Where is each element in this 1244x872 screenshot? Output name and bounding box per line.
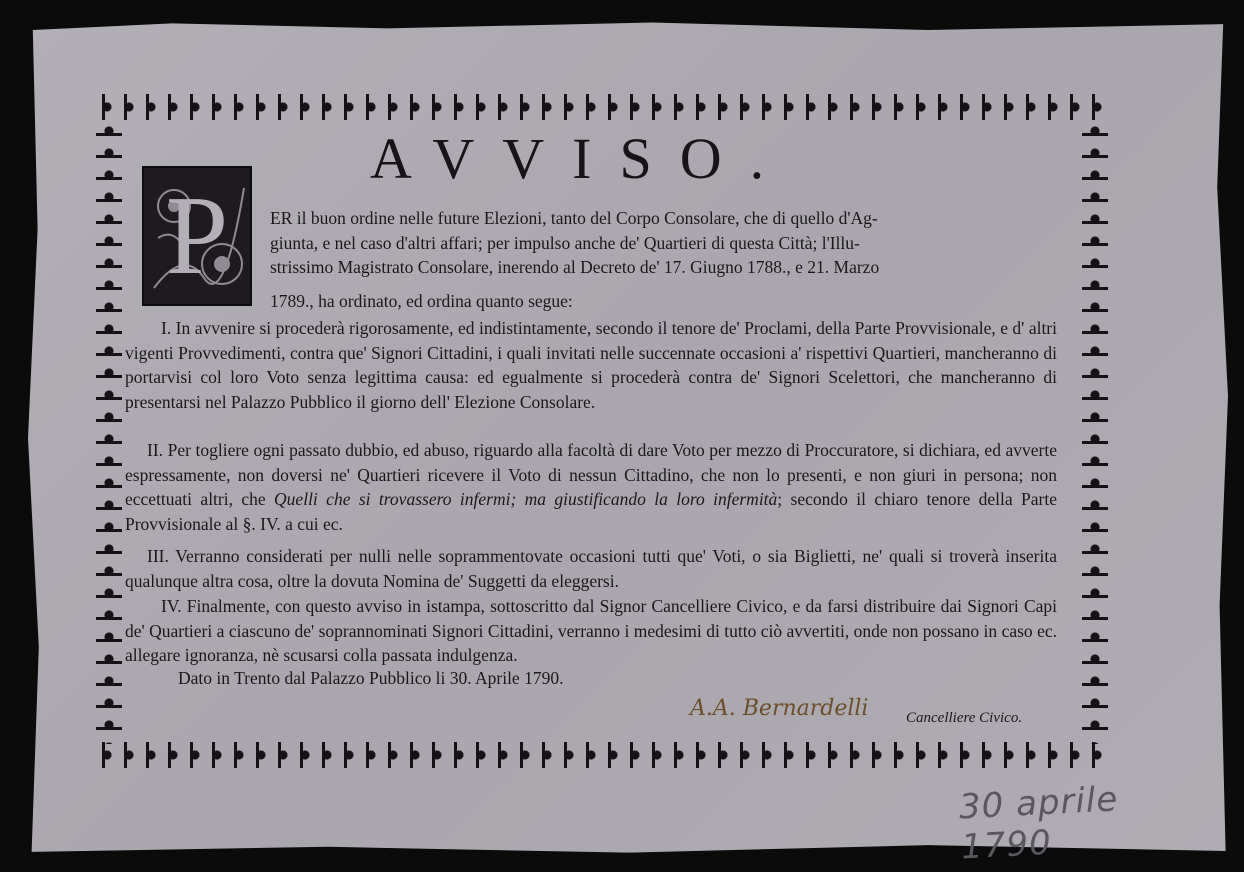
intro-line: strissimo Magistrato Consolare, inerendo al Decreto de' 17. Giugno 1788., e 21. Marzo [270,257,880,277]
paragraph-2 [125,438,1057,536]
paragraph-2-end: ; secondo il chiaro tenore della Parte Provvisionale al §. IV. a cui ec. [125,489,1057,534]
document-title: AVVISO. [370,126,793,191]
intro-line: giunta, e nel caso d'altri affari; per impulso anche de' Quartieri di questa Città; l'Illu- [270,232,860,253]
paragraph-2-start: II. Per togliere ogni passato dubbio, ed abuso, riguardo alla facoltà di dare Voto per mezzo di Proccuratore, si dichiara, ed avverte espressamente, non doversi ne' Quartieri ricevere il Voto di nessun Cittadino, che non lo presenti, e non giuri in persona; non eccettuati altri, che [125,440,1057,509]
signature-text: A.A. Bernardelli [690,696,869,721]
initial-letter: P [165,174,229,298]
ornamental-border-right [1082,120,1108,744]
paragraph-3: III. Verranno considerati per nulli nelle soprammentovate occasioni tutti que' Voti, o sia Biglietti, ne' quali si troverà inserita qualunque altra cosa, oltre la dovuta Nomina de' Suggetti da eleggersi. [125,546,1057,591]
decorated-initial [142,166,252,306]
intro-text [270,206,1082,280]
paragraph-1: I. In avvenire si procederà rigorosamente, ed indistintamente, secondo il tenore de' Proclami, della Parte Provvisionale, e d' altri vigenti Provvedimenti, contra que' Signori Cittadini, i quali invitati nelle succennate occasioni a' rispettivi Quartieri, mancheranno di portarvisi col loro Voto senza legittima causa: ed egualmente si procederà contra de' Signori Scelettori, che mancheranno di presentarsi nel Palazzo Pubblico il giorno dell' Elezione Consolare. [125,318,1057,412]
signer-role: Cancelliere Civico. [906,710,1023,726]
paragraph-4: IV. Finalmente, con questo avviso in istampa, sottoscritto dal Signor Cancelliere Civico, e da farsi distribuire dai Signori Capi de' Quartieri a ciascuno de' soprannominati Signori Cittadini, verranno i medesimi di tutto ciò avvertiti, onde non possano in caso ec. allegare ignoranza, nè scusarsi colla passata indulgenza. [125,596,1057,665]
date-line: Dato in Trento dal Palazzo Pubblico li 30. Aprile 1790. [178,668,564,688]
ornamental-border-left [96,120,122,744]
intro-last-line: 1789., ha ordinato, ed ordina quanto segue: [270,291,573,311]
handwritten-date-note: 30 aprile 1790 [958,779,1120,868]
paragraph-2-italic: Quelli che si trovassero infermi; ma giustificando la loro infermità [274,489,778,509]
ornamental-border-bottom [96,742,1108,768]
ornamental-border-top [96,94,1108,120]
intro-line: ER il buon ordine nelle future Elezioni, tanto del Corpo Consolare, che di quello d'Ag- [270,208,878,228]
signature [690,696,890,736]
